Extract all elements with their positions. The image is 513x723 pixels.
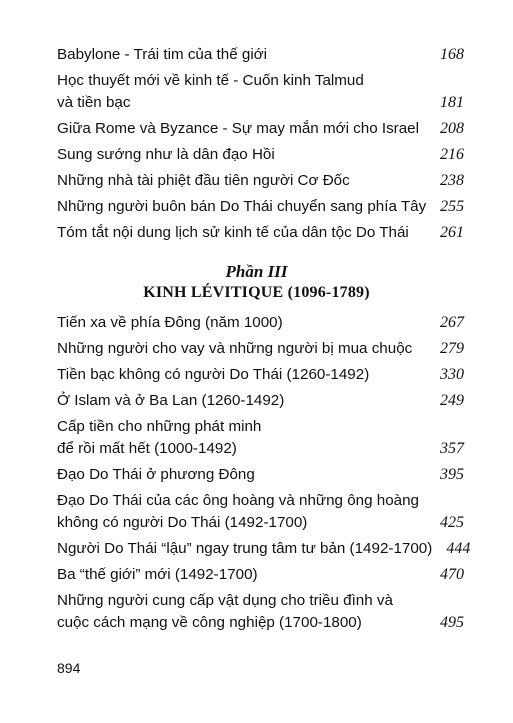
entry-title: Học thuyết mới về kinh tế - Cuốn kinh Talmud và tiền bạc	[57, 72, 364, 111]
toc-entry	[57, 416, 464, 460]
page-number: 894	[57, 660, 81, 676]
part-label: Phần III	[225, 262, 288, 281]
toc-entry	[57, 338, 464, 360]
entry-title: Tiến xa về phía Đông (năm 1000)	[57, 314, 283, 331]
entry-title: Cấp tiền cho những phát minh để rồi mất hết (1000-1492)	[57, 418, 262, 457]
entry-page: 279	[440, 340, 464, 357]
entry-page: 181	[440, 94, 464, 111]
entry-title: Tóm tắt nội dung lịch sử kinh tế của dân tộc Do Thái	[57, 224, 409, 241]
entry-page: 168	[440, 46, 464, 63]
entry-page: 238	[440, 172, 464, 189]
entry-page: 261	[440, 224, 464, 241]
entry-title: Đạo Do Thái của các ông hoàng và những ông hoàng không có người Do Thái (1492-1700)	[57, 492, 420, 531]
entry-page: 470	[440, 566, 464, 583]
entry-title: Đạo Do Thái ở phương Đông	[57, 466, 255, 483]
toc-entry	[57, 564, 464, 586]
toc-entry	[57, 222, 464, 244]
toc-entry	[57, 196, 464, 218]
entry-title: Ba “thế giới” mới (1492-1700)	[57, 566, 258, 583]
entry-title: Tiền bạc không có người Do Thái (1260-1492)	[57, 366, 370, 383]
entry-title: Những nhà tài phiệt đầu tiên người Cơ Đốc	[57, 172, 350, 189]
entry-title: Những người cung cấp vật dụng cho triều đình và cuộc cách mạng về công nghiệp (1700-1800)	[57, 592, 393, 631]
entry-page: 357	[440, 440, 464, 457]
toc-entry	[57, 590, 464, 634]
toc-entry	[57, 490, 464, 534]
toc-entry	[57, 364, 464, 386]
entry-title: Ở Islam và ở Ba Lan (1260-1492)	[57, 392, 285, 409]
entry-title: Những người buôn bán Do Thái chuyển sang phía Tây	[57, 198, 427, 215]
entry-page: 330	[440, 366, 464, 383]
entry-page: 425	[440, 514, 464, 531]
entry-page: 216	[440, 146, 464, 163]
toc-entry	[57, 118, 464, 140]
toc-entry	[57, 464, 464, 486]
toc-section-b	[57, 312, 471, 634]
toc-entry	[57, 44, 464, 66]
toc-entry	[57, 390, 464, 412]
toc-section-a	[57, 44, 464, 244]
entry-page: 255	[440, 198, 465, 215]
entry-title: Sung sướng như là dân đạo Hồi	[57, 146, 275, 163]
entry-page: 495	[440, 614, 464, 631]
toc-entry	[57, 538, 471, 560]
toc-entry	[57, 170, 464, 192]
entry-page: 395	[440, 466, 464, 483]
entry-page: 267	[440, 314, 464, 331]
entry-title: Những người cho vay và những người bị mua chuộc	[57, 340, 413, 357]
part-title: KINH LÉVITIQUE (1096-1789)	[143, 284, 370, 301]
toc-entry	[57, 312, 464, 334]
toc-entry	[57, 144, 464, 166]
entry-title: Babylone - Trái tim của thế giới	[57, 46, 268, 63]
entry-page: 208	[440, 120, 464, 137]
toc-entry	[57, 70, 464, 114]
entry-title: Người Do Thái “lậu” ngay trung tâm tư bản (1492-1700)	[57, 540, 433, 557]
entry-title: Giữa Rome và Byzance - Sự may mắn mới cho Israel	[57, 120, 420, 137]
entry-page: 444	[446, 540, 471, 557]
entry-page: 249	[440, 392, 464, 409]
